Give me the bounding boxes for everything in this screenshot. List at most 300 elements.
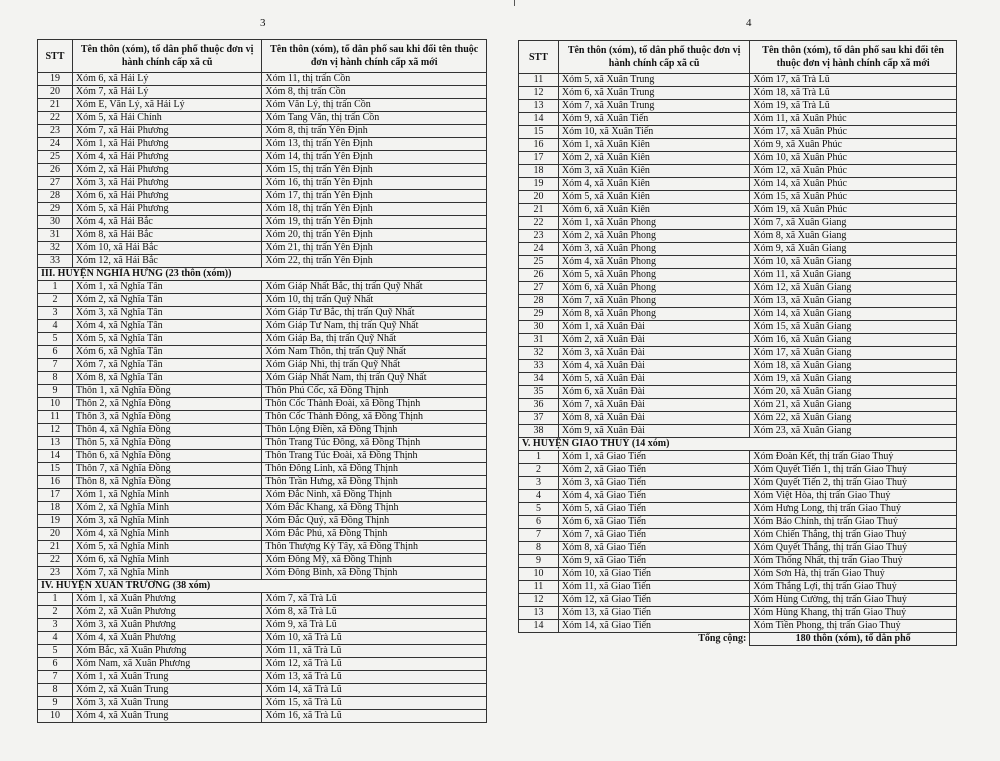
cell-old-name: Xóm 5, xã Xuân Đài	[558, 373, 749, 386]
cell-old-name: Xóm 2, xã Hải Phương	[72, 164, 261, 177]
cell-new-name: Xóm 14, xã Trà Lũ	[262, 684, 487, 697]
cell-old-name: Xóm 1, xã Xuân Phương	[72, 593, 261, 606]
cell-new-name: Xóm 21, thị trấn Yên Định	[262, 242, 487, 255]
cell-new-name: Xóm 16, thị trấn Yên Định	[262, 177, 487, 190]
cell-stt: 7	[38, 359, 73, 372]
cell-stt: 3	[38, 307, 73, 320]
cell-new-name: Xóm 11, xã Xuân Phúc	[750, 113, 957, 126]
cell-stt: 14	[519, 620, 559, 633]
cell-old-name: Xóm 5, xã Nghĩa Minh	[72, 541, 261, 554]
cell-stt: 6	[38, 346, 73, 359]
cell-old-name: Xóm 7, xã Giao Tiến	[558, 529, 749, 542]
cell-old-name: Xóm 11, xã Giao Tiến	[558, 581, 749, 594]
cell-old-name: Xóm 8, xã Giao Tiến	[558, 542, 749, 555]
cell-stt: 9	[38, 385, 73, 398]
cell-stt: 31	[38, 229, 73, 242]
table-row	[519, 490, 957, 503]
table-row	[38, 112, 487, 125]
cell-new-name: Xóm Thống Nhất, thị trấn Giao Thuỷ	[750, 555, 957, 568]
cell-new-name: Xóm 15, xã Xuân Phúc	[750, 191, 957, 204]
cell-stt: 5	[519, 503, 559, 516]
cell-stt: 6	[519, 516, 559, 529]
cell-old-name: Xóm 5, xã Hải Chính	[72, 112, 261, 125]
table-row	[38, 333, 487, 346]
cell-stt: 20	[38, 86, 73, 99]
cell-stt: 24	[519, 243, 559, 256]
cell-stt: 24	[38, 138, 73, 151]
cell-old-name: Thôn 4, xã Nghĩa Đồng	[72, 424, 261, 437]
cell-new-name: Xóm Thắng Lợi, thị trấn Giao Thuỷ	[750, 581, 957, 594]
cell-stt: 11	[519, 74, 559, 87]
table-row	[38, 489, 487, 502]
table-row	[519, 373, 957, 386]
cell-stt: 36	[519, 399, 559, 412]
cell-new-name: Xóm 16, xã Xuân Giang	[750, 334, 957, 347]
cell-old-name: Xóm 1, xã Nghĩa Tân	[72, 281, 261, 294]
header-new-name: Tên thôn (xóm), tổ dân phố sau khi đổi tên thuộc đơn vị hành chính cấp xã mới	[750, 41, 957, 74]
cell-old-name: Xóm 6, xã Giao Tiến	[558, 516, 749, 529]
cell-new-name: Xóm 7, xã Trà Lũ	[262, 593, 487, 606]
cell-old-name: Xóm 14, xã Giao Tiến	[558, 620, 749, 633]
table-row	[519, 516, 957, 529]
cell-old-name: Xóm 1, xã Giao Tiến	[558, 451, 749, 464]
cell-old-name: Xóm 1, xã Xuân Kiên	[558, 139, 749, 152]
cell-stt: 17	[38, 489, 73, 502]
cell-new-name: Xóm Đoàn Kết, thị trấn Giao Thuỷ	[750, 451, 957, 464]
cell-old-name: Xóm 13, xã Giao Tiến	[558, 607, 749, 620]
cell-new-name: Thôn Thượng Kỳ Tây, xã Đồng Thịnh	[262, 541, 487, 554]
cell-stt: 21	[38, 541, 73, 554]
cell-new-name: Xóm 22, xã Xuân Giang	[750, 412, 957, 425]
table-row	[38, 73, 487, 86]
cell-old-name: Xóm 5, xã Hải Phương	[72, 203, 261, 216]
table-header-row	[519, 41, 957, 74]
table-row	[38, 593, 487, 606]
cell-old-name: Xóm 3, xã Xuân Kiên	[558, 165, 749, 178]
cell-new-name: Thôn Trần Hưng, xã Đồng Thịnh	[262, 476, 487, 489]
cell-stt: 4	[519, 490, 559, 503]
cell-new-name: Xóm 17, xã Trà Lũ	[750, 74, 957, 87]
table-row	[519, 308, 957, 321]
cell-new-name: Xóm 15, xã Trà Lũ	[262, 697, 487, 710]
cell-new-name: Thôn Trang Túc Đông, xã Đồng Thịnh	[262, 437, 487, 450]
cell-new-name: Xóm Đông Bình, xã Đồng Thịnh	[262, 567, 487, 580]
table-row	[519, 256, 957, 269]
cell-new-name: Xóm 14, xã Xuân Phúc	[750, 178, 957, 191]
cell-stt: 17	[519, 152, 559, 165]
table-row	[38, 437, 487, 450]
cell-old-name: Xóm 9, xã Xuân Đài	[558, 425, 749, 438]
cell-stt: 10	[38, 398, 73, 411]
cell-old-name: Xóm 9, xã Xuân Tiến	[558, 113, 749, 126]
total-value: 180 thôn (xóm), tổ dân phố	[750, 633, 957, 646]
cell-old-name: Xóm 2, xã Nghĩa Minh	[72, 502, 261, 515]
cell-new-name: Xóm Chiến Thắng, thị trấn Giao Thuỷ	[750, 529, 957, 542]
cell-new-name: Xóm 18, xã Trà Lũ	[750, 87, 957, 100]
cell-stt: 29	[38, 203, 73, 216]
table-row	[519, 503, 957, 516]
table-row	[38, 398, 487, 411]
cell-new-name: Xóm 12, xã Trà Lũ	[262, 658, 487, 671]
cell-new-name: Xóm 17, xã Xuân Giang	[750, 347, 957, 360]
table-row	[519, 581, 957, 594]
cell-stt: 15	[519, 126, 559, 139]
header-old-name: Tên thôn (xóm), tổ dân phố thuộc đơn vị hành chính cấp xã cũ	[72, 40, 261, 73]
cell-new-name: Xóm Hùng Cường, thị trấn Giao Thuỷ	[750, 594, 957, 607]
section-row	[38, 268, 487, 281]
cell-stt: 7	[519, 529, 559, 542]
cell-old-name: Xóm 4, xã Xuân Trung	[72, 710, 261, 723]
table-row	[519, 74, 957, 87]
cell-new-name: Xóm 8, thị trấn Cồn	[262, 86, 487, 99]
cell-new-name: Xóm 22, thị trấn Yên Định	[262, 255, 487, 268]
table-row	[519, 321, 957, 334]
cell-old-name: Xóm E, Văn Lý, xã Hải Lý	[72, 99, 261, 112]
table-row	[38, 294, 487, 307]
cell-old-name: Xóm 5, xã Xuân Phong	[558, 269, 749, 282]
table-row	[38, 671, 487, 684]
cell-new-name: Xóm 19, xã Trà Lũ	[750, 100, 957, 113]
cell-stt: 13	[519, 607, 559, 620]
cell-old-name: Xóm 3, xã Xuân Trung	[72, 697, 261, 710]
cell-stt: 18	[519, 165, 559, 178]
cell-old-name: Xóm 6, xã Hải Lý	[72, 73, 261, 86]
cell-new-name: Xóm 15, thị trấn Yên Định	[262, 164, 487, 177]
cell-stt: 28	[38, 190, 73, 203]
cell-old-name: Xóm 12, xã Hải Bắc	[72, 255, 261, 268]
cell-old-name: Xóm 4, xã Nghĩa Tân	[72, 320, 261, 333]
cell-new-name: Xóm Đắc Phú, xã Đồng Thịnh	[262, 528, 487, 541]
cell-stt: 26	[38, 164, 73, 177]
table-row	[38, 463, 487, 476]
table-row	[38, 684, 487, 697]
cell-new-name: Xóm 13, xã Trà Lũ	[262, 671, 487, 684]
cell-new-name: Xóm Sơn Hà, thị trấn Giao Thuỷ	[750, 568, 957, 581]
table-row	[38, 619, 487, 632]
cell-old-name: Xóm 5, xã Nghĩa Tân	[72, 333, 261, 346]
table-row	[519, 178, 957, 191]
cell-old-name: Xóm 4, xã Hải Bắc	[72, 216, 261, 229]
table-row	[38, 138, 487, 151]
cell-stt: 19	[38, 73, 73, 86]
cell-stt: 33	[519, 360, 559, 373]
cell-new-name: Xóm 14, xã Xuân Giang	[750, 308, 957, 321]
cell-old-name: Xóm 8, xã Xuân Phong	[558, 308, 749, 321]
table-row	[38, 450, 487, 463]
page-number-left: 3	[260, 17, 266, 29]
header-stt: STT	[519, 41, 559, 74]
cell-old-name: Xóm 7, xã Xuân Phong	[558, 295, 749, 308]
cell-old-name: Xóm 6, xã Xuân Đài	[558, 386, 749, 399]
cell-old-name: Thôn 3, xã Nghĩa Đồng	[72, 411, 261, 424]
cell-stt: 16	[519, 139, 559, 152]
cell-stt: 2	[38, 294, 73, 307]
table-row	[519, 217, 957, 230]
cell-stt: 38	[519, 425, 559, 438]
table-row	[519, 594, 957, 607]
table-row	[519, 425, 957, 438]
cell-old-name: Xóm 8, xã Hải Bắc	[72, 229, 261, 242]
cell-old-name: Xóm 4, xã Xuân Phong	[558, 256, 749, 269]
cell-stt: 33	[38, 255, 73, 268]
cell-old-name: Xóm 4, xã Hải Phương	[72, 151, 261, 164]
cell-new-name: Xóm 11, thị trấn Cồn	[262, 73, 487, 86]
cell-new-name: Xóm 18, xã Xuân Giang	[750, 360, 957, 373]
cell-new-name: Xóm 16, xã Trà Lũ	[262, 710, 487, 723]
cell-new-name: Xóm Văn Lý, thị trấn Cồn	[262, 99, 487, 112]
cell-stt: 29	[519, 308, 559, 321]
cell-old-name: Thôn 5, xã Nghĩa Đồng	[72, 437, 261, 450]
cell-new-name: Xóm 19, xã Xuân Phúc	[750, 204, 957, 217]
cell-old-name: Xóm 3, xã Xuân Phương	[72, 619, 261, 632]
table-row	[38, 385, 487, 398]
cell-new-name: Xóm 10, xã Xuân Giang	[750, 256, 957, 269]
cell-old-name: Xóm 6, xã Xuân Kiên	[558, 204, 749, 217]
cell-new-name: Xóm Việt Hòa, thị trấn Giao Thuỷ	[750, 490, 957, 503]
table-row	[519, 555, 957, 568]
table-row	[519, 412, 957, 425]
table-row	[519, 282, 957, 295]
cell-old-name: Xóm 4, xã Xuân Kiên	[558, 178, 749, 191]
cell-stt: 21	[38, 99, 73, 112]
cell-new-name: Xóm 13, thị trấn Yên Định	[262, 138, 487, 151]
table-row	[38, 281, 487, 294]
table-row	[38, 320, 487, 333]
cell-old-name: Xóm 2, xã Xuân Trung	[72, 684, 261, 697]
table-row	[519, 100, 957, 113]
table-row	[38, 606, 487, 619]
table-row	[38, 476, 487, 489]
cell-new-name: Xóm 12, xã Xuân Giang	[750, 282, 957, 295]
table-row	[519, 360, 957, 373]
cell-new-name: Thôn Đông Linh, xã Đồng Thịnh	[262, 463, 487, 476]
cell-stt: 4	[38, 320, 73, 333]
cell-old-name: Xóm 4, xã Giao Tiến	[558, 490, 749, 503]
total-row	[519, 633, 957, 646]
cell-old-name: Thôn 2, xã Nghĩa Đồng	[72, 398, 261, 411]
cell-new-name: Xóm 11, xã Xuân Giang	[750, 269, 957, 282]
cell-new-name: Xóm Bảo Chính, thị trấn Giao Thuỷ	[750, 516, 957, 529]
cell-old-name: Xóm 2, xã Xuân Kiên	[558, 152, 749, 165]
cell-old-name: Xóm 6, xã Nghĩa Minh	[72, 554, 261, 567]
cell-old-name: Thôn 6, xã Nghĩa Đồng	[72, 450, 261, 463]
cell-old-name: Xóm 1, xã Xuân Trung	[72, 671, 261, 684]
cell-old-name: Xóm 7, xã Xuân Đài	[558, 399, 749, 412]
cell-new-name: Xóm Quyết Tiến 2, thị trấn Giao Thuỷ	[750, 477, 957, 490]
table-row	[519, 334, 957, 347]
table-row	[38, 255, 487, 268]
cell-new-name: Xóm Nam Thôn, thị trấn Quỹ Nhất	[262, 346, 487, 359]
rename-table-right	[518, 40, 957, 646]
cell-old-name: Xóm 1, xã Xuân Đài	[558, 321, 749, 334]
cell-stt: 22	[519, 217, 559, 230]
table-row	[519, 243, 957, 256]
cell-stt: 5	[38, 645, 73, 658]
cell-old-name: Xóm 3, xã Nghĩa Minh	[72, 515, 261, 528]
table-row	[38, 372, 487, 385]
cell-new-name: Xóm Quyết Tiến 1, thị trấn Giao Thuỷ	[750, 464, 957, 477]
section-title: V. HUYỆN GIAO THUỶ (14 xóm)	[519, 438, 957, 451]
cell-new-name: Xóm 17, thị trấn Yên Định	[262, 190, 487, 203]
cell-new-name: Xóm 7, xã Xuân Giang	[750, 217, 957, 230]
cell-new-name: Xóm Hưng Long, thị trấn Giao Thuỷ	[750, 503, 957, 516]
table-row	[38, 229, 487, 242]
cell-old-name: Xóm 1, xã Nghĩa Minh	[72, 489, 261, 502]
cell-old-name: Xóm 7, xã Nghĩa Minh	[72, 567, 261, 580]
table-row	[38, 346, 487, 359]
cell-old-name: Xóm 7, xã Hải Phương	[72, 125, 261, 138]
table-row	[519, 386, 957, 399]
cell-old-name: Thôn 7, xã Nghĩa Đồng	[72, 463, 261, 476]
cell-new-name: Xóm Đắc Ninh, xã Đồng Thịnh	[262, 489, 487, 502]
table-header-row	[38, 40, 487, 73]
cell-stt: 23	[519, 230, 559, 243]
cell-old-name: Xóm Nam, xã Xuân Phương	[72, 658, 261, 671]
cell-new-name: Xóm 9, xã Xuân Phúc	[750, 139, 957, 152]
table-row	[519, 477, 957, 490]
table-row	[38, 502, 487, 515]
cell-stt: 2	[38, 606, 73, 619]
cell-old-name: Xóm 3, xã Xuân Phong	[558, 243, 749, 256]
cell-stt: 11	[519, 581, 559, 594]
table-row	[519, 191, 957, 204]
cell-new-name: Xóm 21, xã Xuân Giang	[750, 399, 957, 412]
page-number-right: 4	[746, 17, 752, 29]
cell-stt: 31	[519, 334, 559, 347]
cell-stt: 9	[519, 555, 559, 568]
cell-new-name: Xóm 17, xã Xuân Phúc	[750, 126, 957, 139]
table-row	[38, 307, 487, 320]
table-row	[38, 554, 487, 567]
table-row	[38, 216, 487, 229]
table-row	[38, 645, 487, 658]
cell-stt: 20	[519, 191, 559, 204]
cell-stt: 22	[38, 112, 73, 125]
cell-new-name: Xóm 20, xã Xuân Giang	[750, 386, 957, 399]
cell-stt: 30	[38, 216, 73, 229]
cell-stt: 6	[38, 658, 73, 671]
cell-new-name: Xóm 18, thị trấn Yên Định	[262, 203, 487, 216]
cell-stt: 1	[38, 593, 73, 606]
cell-old-name: Xóm 8, xã Nghĩa Tân	[72, 372, 261, 385]
cell-old-name: Xóm 2, xã Nghĩa Tân	[72, 294, 261, 307]
cell-old-name: Xóm 4, xã Xuân Phương	[72, 632, 261, 645]
cell-old-name: Xóm 6, xã Xuân Trung	[558, 87, 749, 100]
table-row	[519, 607, 957, 620]
cell-new-name: Xóm Hùng Khang, thị trấn Giao Thuỷ	[750, 607, 957, 620]
table-row	[38, 242, 487, 255]
cell-stt: 32	[38, 242, 73, 255]
table-row	[38, 203, 487, 216]
header-old-name: Tên thôn (xóm), tổ dân phố thuộc đơn vị hành chính cấp xã cũ	[558, 41, 749, 74]
table-row	[38, 567, 487, 580]
cell-old-name: Xóm 10, xã Giao Tiến	[558, 568, 749, 581]
cell-new-name: Xóm Giáp Tư Bắc, thị trấn Quỹ Nhất	[262, 307, 487, 320]
cell-new-name: Thôn Cốc Thành Đông, xã Đồng Thịnh	[262, 411, 487, 424]
cell-stt: 14	[519, 113, 559, 126]
cell-old-name: Xóm 10, xã Hải Bắc	[72, 242, 261, 255]
cell-stt: 10	[519, 568, 559, 581]
cell-stt: 18	[38, 502, 73, 515]
cell-old-name: Xóm 2, xã Xuân Phương	[72, 606, 261, 619]
cell-new-name: Xóm 10, xã Trà Lũ	[262, 632, 487, 645]
table-row	[519, 295, 957, 308]
cell-stt: 19	[38, 515, 73, 528]
cell-stt: 22	[38, 554, 73, 567]
cell-new-name: Xóm 13, xã Xuân Giang	[750, 295, 957, 308]
cell-stt: 23	[38, 125, 73, 138]
cell-new-name: Thôn Lộng Điền, xã Đồng Thịnh	[262, 424, 487, 437]
cell-old-name: Xóm 5, xã Xuân Kiên	[558, 191, 749, 204]
cell-new-name: Xóm Giáp Ba, thị trấn Quỹ Nhất	[262, 333, 487, 346]
cell-new-name: Xóm 8, xã Trà Lũ	[262, 606, 487, 619]
table-row	[519, 204, 957, 217]
cell-new-name: Xóm 20, thị trấn Yên Định	[262, 229, 487, 242]
section-row	[519, 438, 957, 451]
cell-old-name: Xóm 7, xã Xuân Trung	[558, 100, 749, 113]
cell-new-name: Xóm 10, thị trấn Quỹ Nhất	[262, 294, 487, 307]
table-row	[38, 658, 487, 671]
cell-new-name: Thôn Phú Cốc, xã Đồng Thịnh	[262, 385, 487, 398]
table-row	[38, 99, 487, 112]
cell-old-name: Xóm 6, xã Nghĩa Tân	[72, 346, 261, 359]
cell-stt: 23	[38, 567, 73, 580]
table-row	[38, 541, 487, 554]
table-row	[38, 190, 487, 203]
table-row	[519, 399, 957, 412]
table-row	[38, 125, 487, 138]
cell-new-name: Xóm Giáp Nhất Nam, thị trấn Quỹ Nhất	[262, 372, 487, 385]
cell-stt: 3	[519, 477, 559, 490]
cell-old-name: Xóm 5, xã Giao Tiến	[558, 503, 749, 516]
cell-new-name: Xóm 19, xã Xuân Giang	[750, 373, 957, 386]
table-row	[38, 151, 487, 164]
cell-stt: 34	[519, 373, 559, 386]
cell-stt: 19	[519, 178, 559, 191]
cell-old-name: Xóm 4, xã Nghĩa Minh	[72, 528, 261, 541]
cell-new-name: Xóm Tiền Phong, thị trấn Giao Thuỷ	[750, 620, 957, 633]
section-title: IV. HUYỆN XUÂN TRƯỜNG (38 xóm)	[38, 580, 487, 593]
table-row	[38, 697, 487, 710]
cell-old-name: Xóm 2, xã Xuân Phong	[558, 230, 749, 243]
cell-stt: 3	[38, 619, 73, 632]
cell-new-name: Xóm 12, xã Xuân Phúc	[750, 165, 957, 178]
table-row	[519, 152, 957, 165]
cell-stt: 14	[38, 450, 73, 463]
cell-stt: 10	[38, 710, 73, 723]
cell-new-name: Xóm 9, xã Trà Lũ	[262, 619, 487, 632]
cell-new-name: Thôn Cốc Thành Đoài, xã Đồng Thịnh	[262, 398, 487, 411]
cell-new-name: Xóm 9, xã Xuân Giang	[750, 243, 957, 256]
table-row	[38, 632, 487, 645]
cell-stt: 26	[519, 269, 559, 282]
cell-stt: 8	[38, 684, 73, 697]
cell-stt: 12	[519, 594, 559, 607]
cell-old-name: Xóm 4, xã Xuân Đài	[558, 360, 749, 373]
cell-old-name: Xóm 7, xã Hải Lý	[72, 86, 261, 99]
cell-stt: 9	[38, 697, 73, 710]
cell-old-name: Thôn 8, xã Nghĩa Đồng	[72, 476, 261, 489]
cell-stt: 21	[519, 204, 559, 217]
table-row	[519, 620, 957, 633]
cell-stt: 2	[519, 464, 559, 477]
cell-old-name: Xóm Bắc, xã Xuân Phương	[72, 645, 261, 658]
table-row	[38, 86, 487, 99]
cell-old-name: Xóm 5, xã Xuân Trung	[558, 74, 749, 87]
cell-stt: 28	[519, 295, 559, 308]
cell-stt: 7	[38, 671, 73, 684]
cell-new-name: Xóm Tang Văn, thị trấn Cồn	[262, 112, 487, 125]
